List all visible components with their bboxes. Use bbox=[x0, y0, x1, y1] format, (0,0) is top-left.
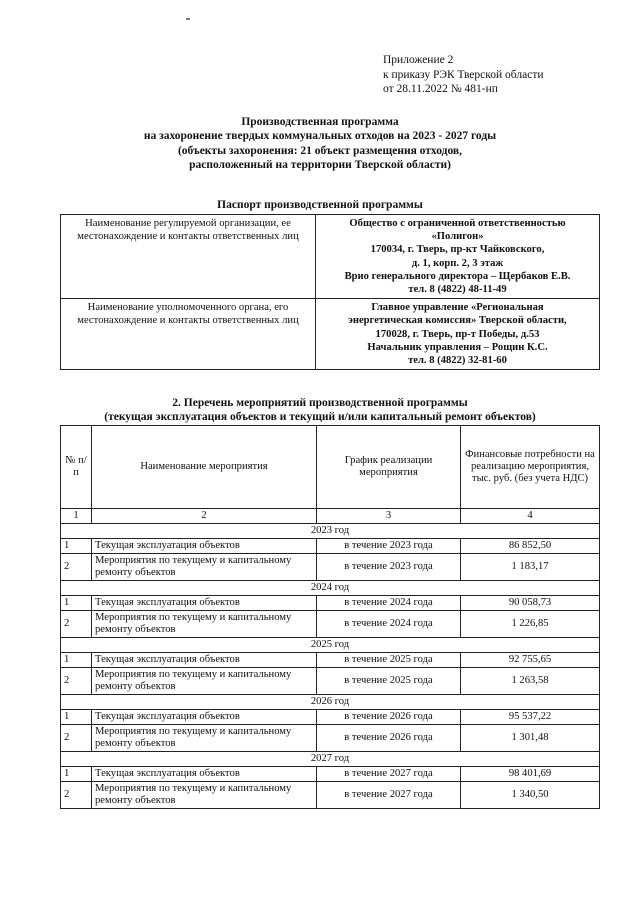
table-row bbox=[61, 611, 600, 638]
value-line: энергетическая комиссия» Тверской области, bbox=[348, 315, 567, 327]
table-row bbox=[61, 554, 600, 581]
column-number-row bbox=[61, 509, 600, 524]
title-line: на захоронение твердых коммунальных отходов на 2023 - 2027 годы bbox=[143, 130, 497, 143]
header-schedule: График реализации мероприятия bbox=[317, 426, 461, 509]
value-line: тел. 8 (4822) 48-11-49 bbox=[408, 284, 507, 296]
row-number: 1 bbox=[61, 767, 92, 782]
passport-table bbox=[60, 214, 600, 370]
year-label: 2024 год bbox=[61, 581, 600, 596]
title-line: Производственная программа bbox=[241, 116, 399, 128]
row-number: 1 bbox=[61, 539, 92, 554]
value-line: Общество с ограниченной ответственностью bbox=[349, 218, 566, 229]
event-amount: 1 226,85 bbox=[461, 611, 600, 638]
appendix-line: от 28.11.2022 № 481-нп bbox=[383, 83, 498, 96]
row-number: 2 bbox=[61, 782, 92, 809]
year-row bbox=[61, 695, 600, 710]
passport-label: Наименование регулируемой организации, ее местонахождение и контакты ответственных лиц bbox=[61, 215, 316, 299]
year-row bbox=[61, 752, 600, 767]
table-row bbox=[61, 653, 600, 668]
section-title-line: (текущая эксплуатация объектов и текущий и/или капитальный ремонт объектов) bbox=[104, 410, 536, 423]
event-schedule: в течение 2025 года bbox=[317, 653, 461, 668]
passport-row bbox=[61, 215, 600, 299]
header-amount: Финансовые потребности на реализацию мероприятия, тыс. руб. (без учета НДС) bbox=[461, 426, 600, 509]
title-line: (объекты захоронения: 21 объект размещения отходов, bbox=[177, 144, 463, 157]
event-name: Мероприятия по текущему и капитальному ремонту объектов bbox=[92, 554, 317, 581]
event-schedule: в течение 2026 года bbox=[317, 710, 461, 725]
year-label: 2026 год bbox=[61, 695, 600, 710]
passport-value bbox=[316, 299, 600, 370]
event-schedule: в течение 2023 года bbox=[317, 554, 461, 581]
event-amount: 1 183,17 bbox=[461, 554, 600, 581]
year-row bbox=[61, 581, 600, 596]
passport-heading: Паспорт производственной программы bbox=[217, 199, 423, 211]
year-row bbox=[61, 638, 600, 653]
section-2-heading bbox=[40, 397, 600, 425]
appendix-reference bbox=[383, 53, 544, 97]
value-line: д. 1, корп. 2, 3 этаж bbox=[411, 257, 504, 269]
event-amount: 95 537,22 bbox=[461, 710, 600, 725]
event-amount: 98 401,69 bbox=[461, 767, 600, 782]
year-label: 2023 год bbox=[61, 524, 600, 539]
table-row bbox=[61, 539, 600, 554]
row-number: 2 bbox=[61, 668, 92, 695]
value-line: 170034, г. Тверь, пр-кт Чайковского, bbox=[370, 244, 545, 256]
appendix-line: Приложение 2 bbox=[383, 54, 454, 66]
event-name: Мероприятия по текущему и капитальному ремонту объектов bbox=[92, 725, 317, 752]
value-line: Начальник управления – Рощин К.С. bbox=[367, 341, 548, 353]
header-number: № п/п bbox=[61, 426, 92, 509]
event-name: Текущая эксплуатация объектов bbox=[92, 653, 317, 668]
passport-value bbox=[316, 215, 600, 299]
year-label: 2025 год bbox=[61, 638, 600, 653]
table-row bbox=[61, 782, 600, 809]
row-number: 1 bbox=[61, 596, 92, 611]
row-number: 2 bbox=[61, 725, 92, 752]
scan-speck bbox=[186, 18, 190, 20]
year-label: 2027 год bbox=[61, 752, 600, 767]
event-amount: 90 058,73 bbox=[461, 596, 600, 611]
table-row bbox=[61, 725, 600, 752]
event-name: Мероприятия по текущему и капитальному ремонту объектов bbox=[92, 611, 317, 638]
row-number: 1 bbox=[61, 653, 92, 668]
table-row bbox=[61, 710, 600, 725]
event-schedule: в течение 2024 года bbox=[317, 611, 461, 638]
events-table bbox=[60, 425, 600, 809]
column-number: 1 bbox=[61, 509, 92, 524]
column-number: 3 bbox=[317, 509, 461, 524]
event-amount: 86 852,50 bbox=[461, 539, 600, 554]
event-schedule: в течение 2023 года bbox=[317, 539, 461, 554]
row-number: 2 bbox=[61, 554, 92, 581]
section-title-line: 2. Перечень мероприятий производственной программы bbox=[172, 397, 468, 409]
event-name: Текущая эксплуатация объектов bbox=[92, 539, 317, 554]
event-schedule: в течение 2025 года bbox=[317, 668, 461, 695]
value-line: Врио генерального директора – Щербаков Е.В. bbox=[344, 270, 571, 282]
table-row bbox=[61, 767, 600, 782]
event-schedule: в течение 2026 года bbox=[317, 725, 461, 752]
title-line: расположенный на территории Тверской области) bbox=[189, 159, 451, 172]
passport-label: Наименование уполномоченного органа, его местонахождение и контакты ответственных лиц bbox=[61, 299, 316, 370]
event-schedule: в течение 2024 года bbox=[317, 596, 461, 611]
event-name: Мероприятия по текущему и капитальному ремонту объектов bbox=[92, 668, 317, 695]
column-number: 4 bbox=[461, 509, 600, 524]
event-amount: 1 301,48 bbox=[461, 725, 600, 752]
value-line: «Полигон» bbox=[431, 231, 484, 243]
event-name: Текущая эксплуатация объектов bbox=[92, 767, 317, 782]
event-amount: 1 340,50 bbox=[461, 782, 600, 809]
value-line: тел. 8 (4822) 32-81-60 bbox=[408, 355, 507, 367]
event-name: Текущая эксплуатация объектов bbox=[92, 596, 317, 611]
event-schedule: в течение 2027 года bbox=[317, 767, 461, 782]
header-name: Наименование мероприятия bbox=[92, 426, 317, 509]
event-amount: 92 755,65 bbox=[461, 653, 600, 668]
header-row bbox=[61, 426, 600, 509]
event-schedule: в течение 2027 года bbox=[317, 782, 461, 809]
row-number: 1 bbox=[61, 710, 92, 725]
value-line: Главное управление «Региональная bbox=[371, 302, 544, 314]
value-line: 170028, г. Тверь, пр-т Победы, д.53 bbox=[375, 328, 540, 340]
event-amount: 1 263,58 bbox=[461, 668, 600, 695]
row-number: 2 bbox=[61, 611, 92, 638]
table-row bbox=[61, 668, 600, 695]
table-row bbox=[61, 596, 600, 611]
column-number: 2 bbox=[92, 509, 317, 524]
appendix-line: к приказу РЭК Тверской области bbox=[383, 68, 544, 81]
document-title bbox=[40, 115, 600, 173]
year-row bbox=[61, 524, 600, 539]
event-name: Мероприятия по текущему и капитальному ремонту объектов bbox=[92, 782, 317, 809]
passport-row bbox=[61, 299, 600, 370]
event-name: Текущая эксплуатация объектов bbox=[92, 710, 317, 725]
